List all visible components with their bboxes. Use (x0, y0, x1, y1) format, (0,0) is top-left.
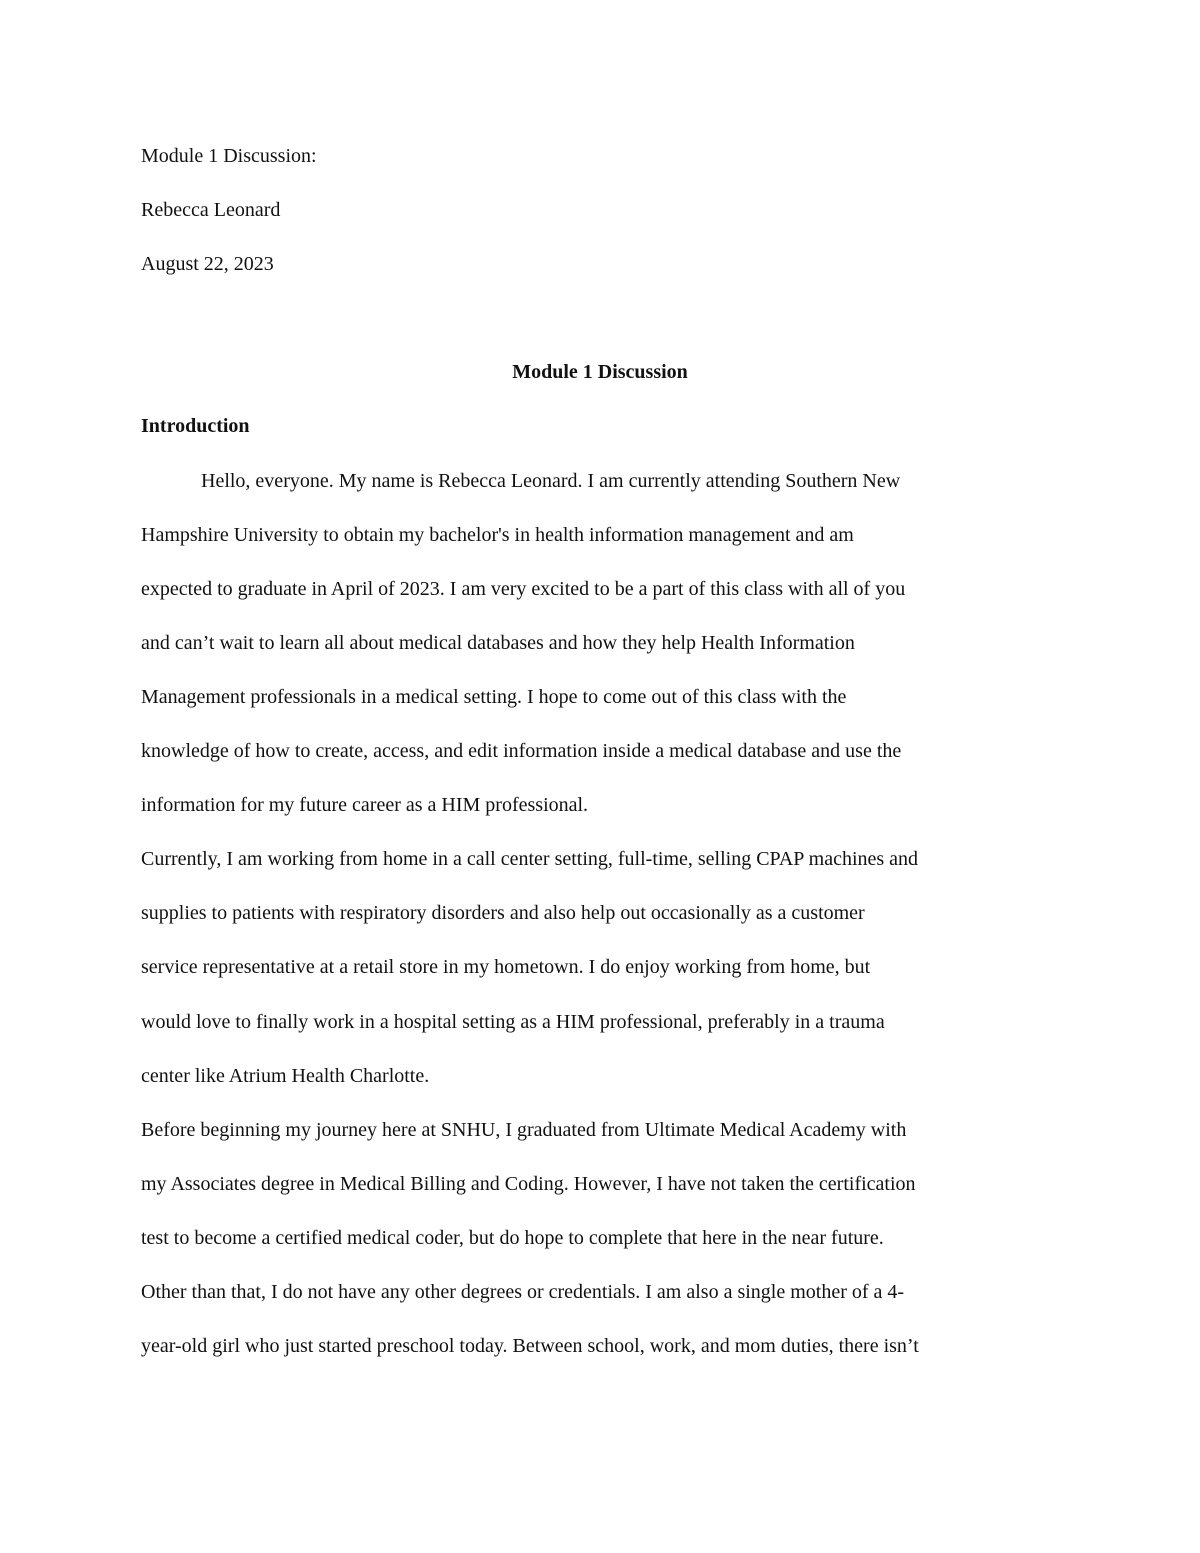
body-line: Other than that, I do not have any other degrees or credentials. I am also a single mother of a 4- (141, 1281, 905, 1303)
body-line: test to become a certified medical coder, but do hope to complete that here in the near future. (141, 1227, 884, 1249)
body-line: knowledge of how to create, access, and edit information inside a medical database and use the (141, 740, 902, 762)
body-line: expected to graduate in April of 2023. I am very excited to be a part of this class with all of you (141, 578, 906, 600)
header-course-line: Module 1 Discussion: (141, 145, 317, 167)
body-line: and can’t wait to learn all about medical databases and how they help Health Information (141, 632, 855, 654)
body-line: my Associates degree in Medical Billing and Coding. However, I have not taken the certification (141, 1173, 916, 1195)
body-line: Hello, everyone. My name is Rebecca Leonard. I am currently attending Southern New (141, 470, 901, 492)
header-date: August 22, 2023 (141, 253, 274, 275)
body-line: would love to finally work in a hospital setting as a HIM professional, preferably in a trauma (141, 1011, 885, 1033)
body-line: supplies to patients with respiratory disorders and also help out occasionally as a customer (141, 902, 865, 924)
body-line: year-old girl who just started preschool today. Between school, work, and mom duties, there isn’t (141, 1335, 919, 1357)
body-line: center like Atrium Health Charlotte. (141, 1065, 430, 1087)
body-line: Before beginning my journey here at SNHU, I graduated from Ultimate Medical Academy with (141, 1119, 907, 1141)
body-line: Management professionals in a medical setting. I hope to come out of this class with the (141, 686, 847, 708)
body-line: Currently, I am working from home in a call center setting, full-time, selling CPAP machines and (141, 848, 919, 870)
body-line: information for my future career as a HIM professional. (141, 794, 589, 816)
section-heading: Introduction (141, 415, 250, 437)
body-line: service representative at a retail store in my hometown. I do enjoy working from home, but (141, 956, 871, 978)
body-line: Hampshire University to obtain my bachelor's in health information management and am (141, 524, 854, 546)
document-title: Module 1 Discussion (512, 361, 688, 383)
header-author: Rebecca Leonard (141, 199, 281, 221)
